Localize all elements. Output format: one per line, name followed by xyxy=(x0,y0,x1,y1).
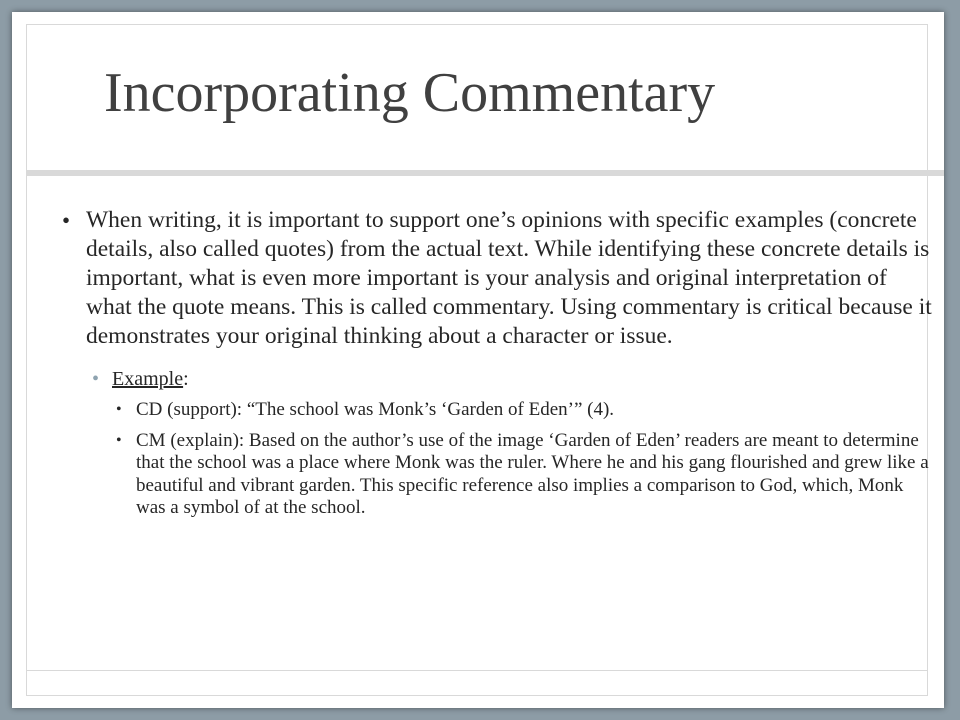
main-bullet-text: When writing, it is important to support one’s opinions with specific examples (concrete details, also called quotes) from the actual text. While identifying these concrete details is important, what is even more important is your analysis and original interpretation of what the quote means. This is called commentary. Using commentary is critical because it demonstrates your original thinking about a character or issue. xyxy=(86,207,932,349)
example-bullet xyxy=(52,367,932,391)
bullet-icon: • xyxy=(62,208,71,233)
cd-bullet xyxy=(52,399,932,422)
cm-bullet-text: CM (explain): Based on the author’s use of the image ‘Garden of Eden’ readers are meant to determine that the school was a place where Monk was the ruler. Where he and his gang flourished and grew like a beautiful and vibrant garden. This specific reference also implies a comparison to God, which, Monk was a symbol of at the school. xyxy=(136,429,929,518)
cm-bullet xyxy=(52,430,932,520)
title-area xyxy=(12,12,944,172)
example-label: Example xyxy=(112,368,184,390)
bullet-icon: • xyxy=(92,368,100,390)
main-bullet xyxy=(52,206,932,351)
bullet-icon: • xyxy=(116,401,122,418)
slide-body xyxy=(52,206,932,520)
title-divider xyxy=(26,170,944,176)
cd-bullet-text: CD (support): “The school was Monk’s ‘Garden of Eden’” (4). xyxy=(136,399,615,420)
slide xyxy=(12,12,944,708)
footer-divider xyxy=(26,670,928,671)
slide-title: Incorporating Commentary xyxy=(104,62,716,124)
example-suffix: : xyxy=(183,368,189,390)
bullet-icon: • xyxy=(116,431,122,449)
